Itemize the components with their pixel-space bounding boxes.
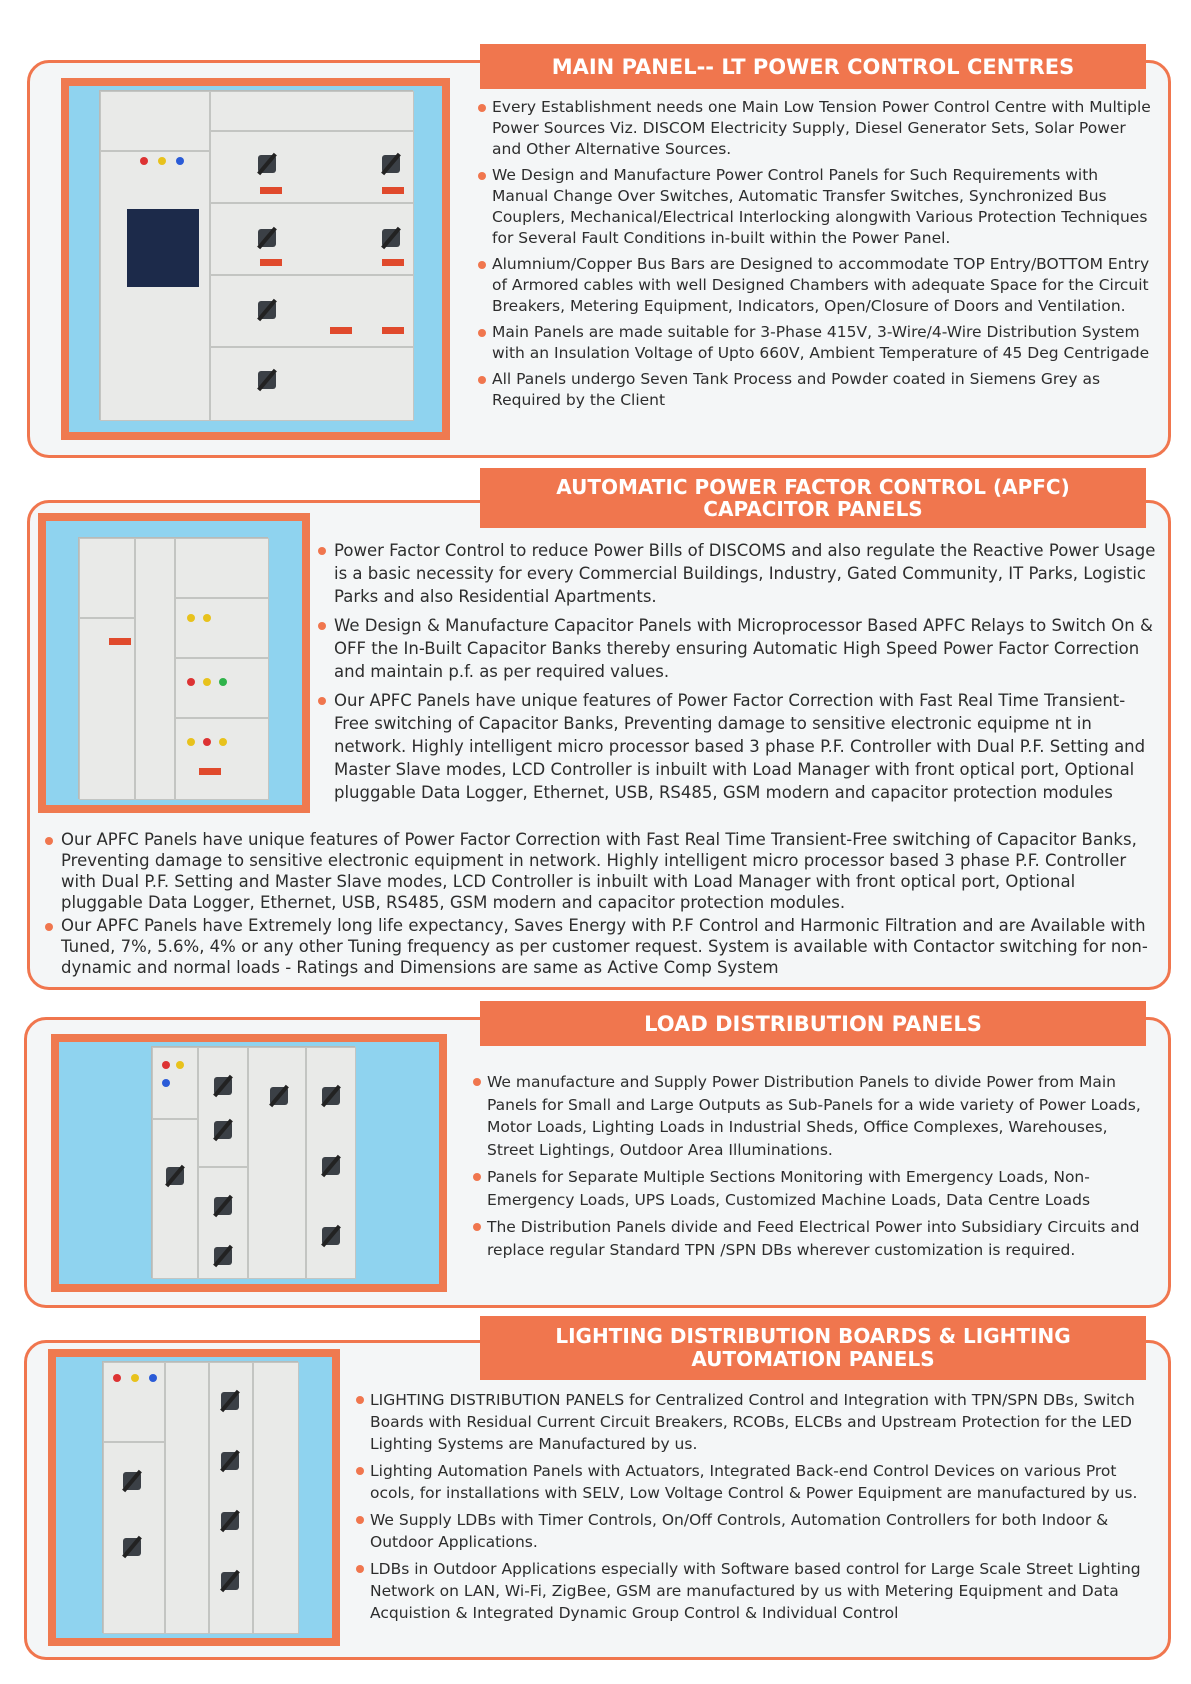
section-title-line: LIGHTING DISTRIBUTION BOARDS & LIGHTING [555, 1324, 1071, 1348]
main-panel-photo [61, 78, 450, 440]
list-item: LIGHTING DISTRIBUTION PANELS for Centralized Control and Integration with TPN/SPN DBs, Switch Boards with Residual Current Circuit Breakers, RCOBs, ELCBs and Upstream Protection for the LED Lighting Systems are Manufactured by us. [356, 1389, 1162, 1455]
lighting-distribution-photo [48, 1349, 340, 1646]
list-item: LDBs in Outdoor Applications especially with Software based control for Large Scale Street Lighting Network on LAN, Wi-Fi, ZigBee, GSM are manufactured by us with Metering Equipment and Data Acquistion & Integrated Dynamic Group Control & Individual Control [356, 1558, 1162, 1624]
apfc-full-width-bullets [45, 829, 1155, 984]
list-item: Our APFC Panels have unique features of Power Factor Correction with Fast Real Time Transient-Free switching of Capacitor Banks, Preventing damage to sensitive electronic equipme nt in network. Highly intelligent micro processor based 3 phase P.F. Controller with Dual P.F. Setting and Master Slave modes, LCD Controller is inbuilt with Load Manager with front optical port, Optional pluggable Data Logger, Ethernet, USB, RS485, GSM modern and capacitor protection modules [318, 689, 1156, 804]
list-item: Our APFC Panels have unique features of Power Factor Correction with Fast Real Time Transient-Free switching of Capacitor Banks, Preventing damage to sensitive electronic equipment in network. Highly intelligent micro processor based 3 phase P.F. Controller with Dual P.F. Setting and Master Slave modes, LCD Controller is inbuilt with Load Manager with front optical port, Optional pluggable Data Logger, Ethernet, USB, RS485, GSM modern and capacitor protection modules. [45, 829, 1155, 913]
list-item: Power Factor Control to reduce Power Bills of DISCOMS and also regulate the Reactive Power Usage is a basic necessity for every Commercial Buildings, Industry, Gated Community, IT Parks, Logistic Parks and also Residential Apartments. [318, 539, 1156, 608]
section-title-lighting [480, 1316, 1146, 1380]
section-title-line: LOAD DISTRIBUTION PANELS [644, 1011, 982, 1036]
list-item: Lighting Automation Panels with Actuators, Integrated Back-end Control Devices on various Prot ocols, for installations with SELV, Low Voltage Control & Power Equipment are manufactured by us. [356, 1460, 1162, 1504]
list-item: Our APFC Panels have Extremely long life expectancy, Saves Energy with P.F Control and Harmonic Filtration and are Available with Tuned, 7%, 5.6%, 4% or any other Tuning frequency as per customer request. System is available with Contactor switching for non-dynamic and normal loads - Ratings and Dimensions are same as Active Comp System [45, 915, 1155, 978]
list-item: The Distribution Panels divide and Feed Electrical Power into Subsidiary Circuits and replace regular Standard TPN /SPN DBs wherever customization is required. [473, 1216, 1159, 1261]
list-item: Panels for Separate Multiple Sections Monitoring with Emergency Loads, Non-Emergency Loads, UPS Loads, Customized Machine Loads, Data Centre Loads [473, 1166, 1159, 1211]
list-item: We Design & Manufacture Capacitor Panels with Microprocessor Based APFC Relays to Switch On & OFF the In-Built Capacitor Banks thereby ensuring Automatic High Speed Power Factor Correction and maintain p.f. as per required values. [318, 614, 1156, 683]
apfc-bullets [318, 539, 1156, 810]
list-item: We manufacture and Supply Power Distribution Panels to divide Power from Main Panels for Small and Large Outputs as Sub-Panels for a wide variety of Power Loads, Motor Loads, Lighting Loads in Industrial Sheds, Office Complexes, Warehouses, Street Lightings, Outdoor Area Illuminations. [473, 1071, 1159, 1161]
list-item: Alumnium/Copper Bus Bars are Designed to accommodate TOP Entry/BOTTOM Entry of Armored cables with well Designed Chambers with adequate Space for the Circuit Breakers, Metering Equipment, Indicators, Open/Closure of Doors and Ventilation. [478, 254, 1158, 317]
apfc-panel-photo [38, 513, 310, 813]
list-item: We Supply LDBs with Timer Controls, On/Off Controls, Automation Controllers for both Indoor & Outdoor Applications. [356, 1509, 1162, 1553]
section-title-load-distribution [480, 1001, 1146, 1046]
section-title-line: CAPACITOR PANELS [703, 497, 923, 521]
list-item: Main Panels are made suitable for 3-Phase 415V, 3-Wire/4-Wire Distribution System with an Insulation Voltage of Upto 660V, Ambient Temperature of 45 Deg Centrigade [478, 322, 1158, 364]
lighting-bullets [356, 1389, 1162, 1629]
section-title-line: AUTOMATIC POWER FACTOR CONTROL (APFC) [556, 475, 1070, 499]
section-title-line: AUTOMATION PANELS [691, 1347, 935, 1371]
list-item: All Panels undergo Seven Tank Process and Powder coated in Siemens Grey as Required by the Client [478, 369, 1158, 411]
main-panel-bullets [478, 97, 1158, 416]
section-title-apfc [480, 468, 1146, 528]
load-distribution-photo [51, 1034, 447, 1292]
load-distribution-bullets [473, 1071, 1159, 1266]
section-title-line: MAIN PANEL-- LT POWER CONTROL CENTRES [551, 54, 1075, 79]
section-title-main-panel [480, 44, 1146, 89]
list-item: We Design and Manufacture Power Control Panels for Such Requirements with Manual Change Over Switches, Automatic Transfer Switches, Synchronized Bus Couplers, Mechanical/Electrical Interlocking alongwith Various Protection Techniques for Several Fault Conditions in-built within the Power Panel. [478, 165, 1158, 249]
list-item: Every Establishment needs one Main Low Tension Power Control Centre with Multiple Power Sources Viz. DISCOM Electricity Supply, Diesel Generator Sets, Solar Power and Other Alternative Sources. [478, 97, 1158, 160]
